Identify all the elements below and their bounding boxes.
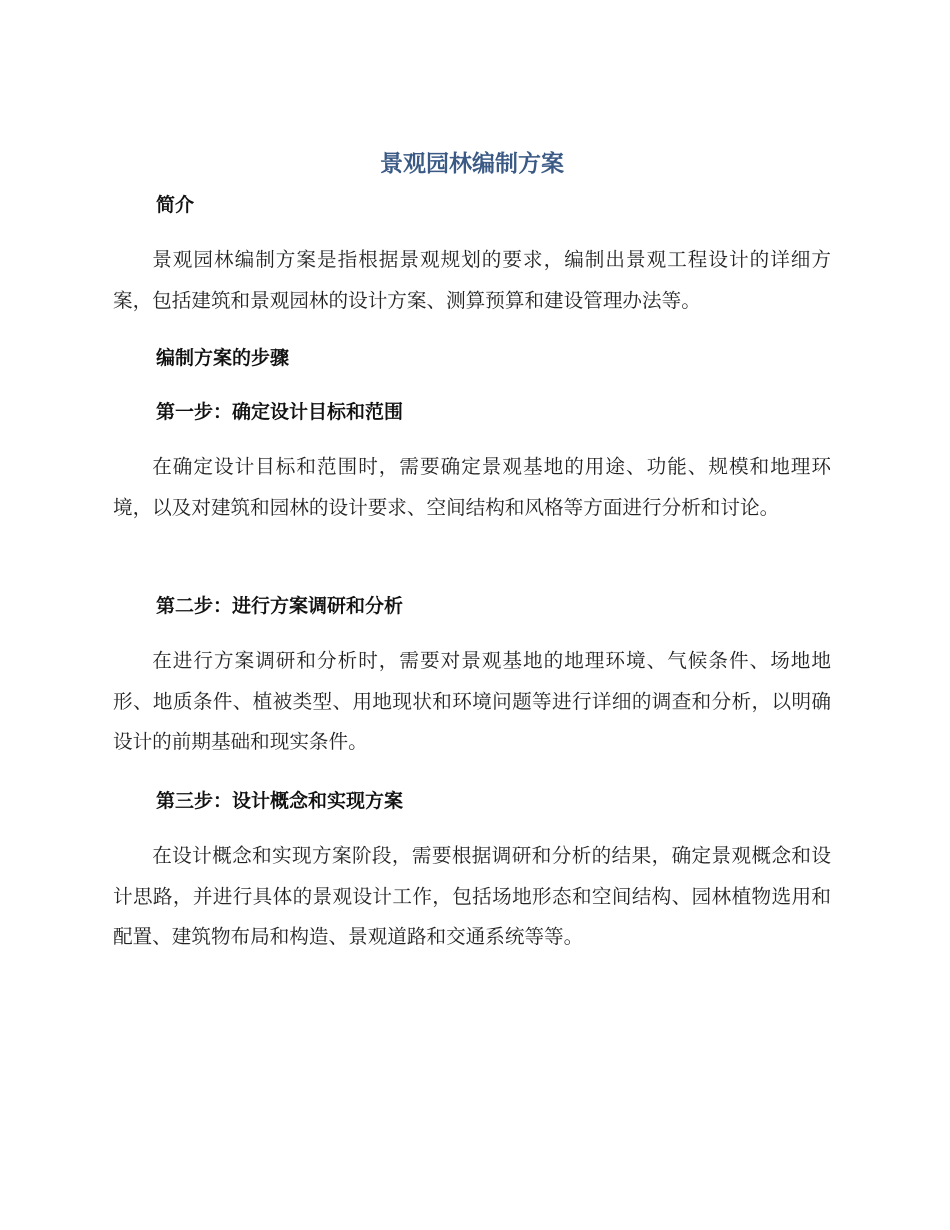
document-page [113, 0, 831, 1230]
paragraph-intro: 景观园林编制方案是指根据景观规划的要求，编制出景观工程设计的详细方案，包括建筑和景观园林的设计方案、测算预算和建设管理办法等。 [113, 248, 831, 312]
section-heading-steps: 编制方案的步骤 [156, 347, 290, 369]
document-title: 景观园林编制方案 [380, 151, 564, 177]
section-heading-step-3: 第三步：设计概念和实现方案 [156, 790, 404, 812]
paragraph-step-3: 在设计概念和实现方案阶段，需要根据调研和分析的结果，确定景观概念和设计思路，并进行具体的景观设计工作，包括场地形态和空间结构、园林植物选用和配置、建筑物布局和构造、景观道路和交通系统等等。 [113, 844, 831, 948]
section-heading-intro: 简介 [156, 194, 195, 216]
section-heading-step-2: 第二步：进行方案调研和分析 [156, 595, 404, 617]
paragraph-step-1: 在确定设计目标和范围时，需要确定景观基地的用途、功能、规模和地理环境，以及对建筑和园林的设计要求、空间结构和风格等方面进行分析和讨论。 [113, 455, 831, 519]
section-heading-step-1: 第一步：确定设计目标和范围 [156, 401, 404, 423]
paragraph-step-2: 在进行方案调研和分析时，需要对景观基地的地理环境、气候条件、场地地形、地质条件、植被类型、用地现状和环境问题等进行详细的调查和分析，以明确设计的前期基础和现实条件。 [113, 649, 831, 753]
